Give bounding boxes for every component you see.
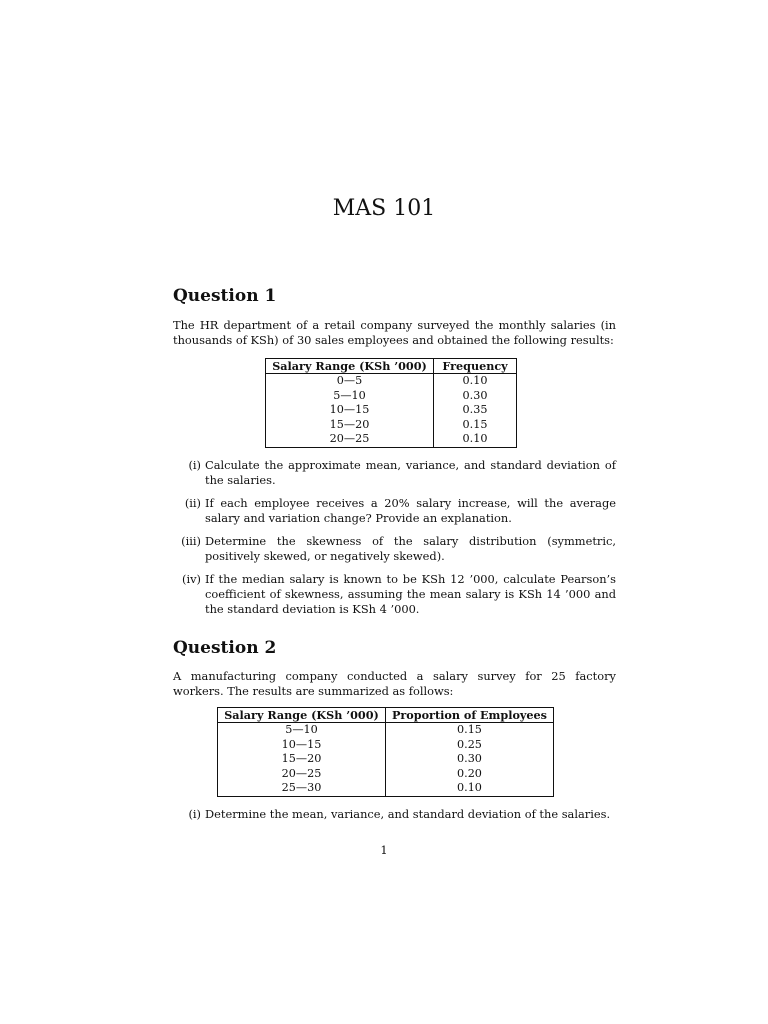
question-2-table	[217, 707, 554, 797]
table-cell-value: 0.35	[462, 403, 488, 416]
table-cell-range: 5—10	[218, 723, 386, 738]
question-1-heading: Question 1	[173, 286, 277, 306]
table-row	[218, 767, 554, 782]
table-row	[266, 403, 517, 418]
item-number: (i)	[188, 458, 201, 472]
page-title: MAS 101	[332, 196, 436, 221]
table-header-salary-range: Salary Range (KSh ’000)	[218, 708, 386, 723]
question-1-items	[173, 458, 616, 625]
table-cell-value: 0.15	[462, 417, 488, 431]
table-cell-value: 0.30	[462, 388, 488, 402]
table-cell-value: 0.10	[462, 432, 488, 445]
table-cell-range: 5—10	[266, 389, 434, 404]
table-header-salary-range: Salary Range (KSh ’000)	[266, 359, 434, 374]
table-cell-range: 0—5	[266, 374, 434, 389]
item-text: Determine the skewness of the salary distribution (symmetric, positively skewed, or negatively skewed).	[205, 534, 616, 563]
table-cell-value: 0.10	[457, 781, 482, 794]
item-text: Determine the mean, variance, and standard deviation of the salaries.	[205, 807, 611, 821]
item-number: (iii)	[181, 534, 201, 548]
list-item	[173, 807, 616, 822]
table-header-row	[266, 359, 517, 374]
item-text: If the median salary is known to be KSh 12 ’000, calculate Pearson’s coefficient of skewness, assuming the mean salary is KSh 14 ’000 and the standard deviation is KSh 4 ’000.	[205, 572, 616, 616]
question-2-intro: A manufacturing company conducted a salary survey for 25 factory workers. The results are summarized as follows:	[173, 669, 616, 698]
item-number: (iv)	[182, 572, 201, 586]
item-text: If each employee receives a 20% salary increase, will the average salary and variation change? Provide an explanation.	[205, 496, 616, 525]
table-cell-range: 10—15	[218, 738, 386, 753]
question-1-intro: The HR department of a retail company surveyed the monthly salaries (in thousands of KSh) of 30 sales employees and obtained the following results:	[173, 318, 616, 347]
table-header-proportion: Proportion of Employees	[386, 708, 554, 723]
table-cell-range: 20—25	[218, 767, 386, 782]
question-1-table	[265, 358, 517, 448]
table-row	[218, 752, 554, 767]
table-cell-value: 0.20	[457, 766, 482, 780]
table-row	[218, 781, 554, 796]
list-item	[173, 572, 616, 617]
list-item	[173, 458, 616, 488]
table-cell-value: 0.15	[457, 723, 482, 736]
table-cell-value: 0.25	[457, 737, 482, 751]
page-number: 1	[380, 843, 388, 857]
table-row	[266, 418, 517, 433]
table-header-row	[218, 708, 554, 723]
list-item	[173, 496, 616, 526]
item-text: Calculate the approximate mean, variance, and standard deviation of the salaries.	[205, 458, 616, 487]
table-cell-range: 15—20	[266, 418, 434, 433]
table-cell-range: 20—25	[266, 432, 434, 447]
table-row	[266, 389, 517, 404]
table-cell-value: 0.30	[457, 752, 482, 765]
table-row	[266, 374, 517, 389]
table-cell-range: 15—20	[218, 752, 386, 767]
table-row	[218, 738, 554, 753]
question-2-heading: Question 2	[173, 638, 277, 658]
table-header-frequency: Frequency	[434, 359, 517, 374]
table-row	[218, 723, 554, 738]
list-item	[173, 534, 616, 564]
table-row	[266, 432, 517, 447]
table-cell-range: 25—30	[218, 781, 386, 796]
item-number: (i)	[188, 807, 201, 821]
table-cell-range: 10—15	[266, 403, 434, 418]
item-number: (ii)	[184, 496, 201, 510]
table-cell-value: 0.10	[462, 374, 488, 387]
question-2-items	[173, 807, 616, 830]
